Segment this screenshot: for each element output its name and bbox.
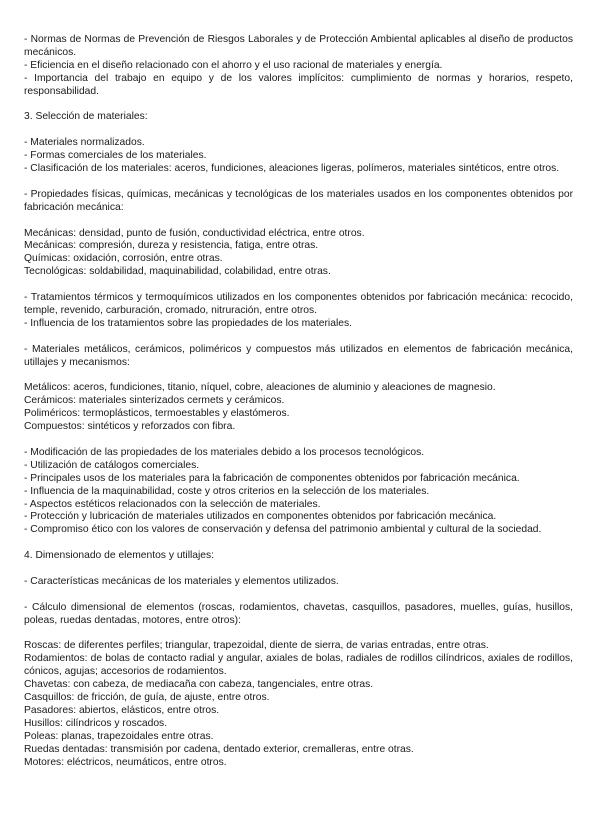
text-line: - Eficiencia en el diseño relacionado con el ahorro y el uso racional de materiales y energía.: [24, 59, 443, 71]
text-line: - Utilización de catálogos comerciales.: [24, 459, 200, 471]
text-line: Chavetas: con cabeza, de mediacaña con cabeza, tangenciales, entre otras.: [24, 679, 374, 691]
text-line: Ruedas dentadas: transmisión por cadena, dentado exterior, cremalleras, entre otras.: [24, 743, 414, 755]
text-line: Mecánicas: compresión, dureza y resistencia, fatiga, entre otras.: [24, 240, 319, 252]
text-line: Pasadores: abiertos, elásticos, entre otros.: [24, 704, 220, 716]
text-line: - Características mecánicas de los materiales y elementos utilizados.: [24, 575, 339, 587]
text-block-9: [24, 447, 573, 537]
text-line: Metálicos: aceros, fundiciones, titanio, níquel, cobre, aleaciones de aluminio y aleaciones de magnesio.: [24, 382, 496, 394]
text-block-7: [24, 344, 573, 370]
text-block-11: [24, 576, 573, 589]
text-block-1: [24, 34, 573, 99]
text-line: - Influencia de los tratamientos sobre las propiedades de los materiales.: [24, 317, 352, 329]
text-line: - Normas de Normas de Prevención de Riesgos Laborales y de Protección Ambiental aplicables al diseño de productos mecánicos.: [24, 34, 573, 58]
text-line: Poleas: planas, trapezoidales entre otras.: [24, 730, 214, 742]
text-line: Rodamientos: de bolas de contacto radial y angular, axiales de bolas, radiales de rodillos cilíndricos, axiales de rodillos, cónicos, agujas; accesorios de rodamientos.: [24, 653, 573, 678]
text-line: - Modificación de las propiedades de los materiales debido a los procesos tecnológicos.: [24, 446, 425, 458]
text-block-6: [24, 292, 573, 331]
text-line: - Aspectos estéticos relacionados con la selección de materiales.: [24, 498, 321, 510]
text-line: Compuestos: sintéticos y reforzados con fibra.: [24, 421, 236, 433]
text-line: Cerámicos: materiales sinterizados cermets y cerámicos.: [24, 395, 285, 407]
text-line: - Compromiso ético con los valores de conservación y defensa del patrimonio ambiental y cultural de la sociedad.: [24, 524, 542, 536]
text-line: - Materiales metálicos, cerámicos, poliméricos y compuestos más utilizados en elementos de fabricación mecánica, utillajes y mecanismos:: [24, 343, 573, 368]
text-block-5: [24, 228, 573, 280]
text-block-13: [24, 640, 573, 769]
text-block-4: [24, 189, 573, 215]
section-heading: 3. Selección de materiales:: [24, 111, 148, 123]
document-body: [24, 34, 573, 769]
text-line: - Propiedades físicas, químicas, mecánicas y tecnológicas de los materiales usados en los componentes obtenidos por fabricación mecánica:: [24, 188, 573, 213]
text-line: Casquillos: de fricción, de guía, de ajuste, entre otros.: [24, 692, 270, 704]
section-heading-4: [24, 550, 573, 563]
text-block-8: [24, 382, 573, 434]
text-line: Químicas: oxidación, corrosión, entre otras.: [24, 253, 223, 265]
text-line: - Importancia del trabajo en equipo y de los valores implícitos: cumplimiento de normas y horarios, respeto, responsabilidad.: [24, 72, 573, 97]
text-line: - Principales usos de los materiales para la fabricación de componentes obtenidos por fabricación mecánica.: [24, 472, 520, 484]
text-line: Tecnológicas: soldabilidad, maquinabilidad, colabilidad, entre otras.: [24, 266, 331, 278]
text-line: Motores: eléctricos, neumáticos, entre otros.: [24, 756, 227, 768]
text-line: - Tratamientos térmicos y termoquímicos utilizados en los componentes obtenidos por fabricación mecánica: recocido, temple, revenido, carburación, cromado, nitruración, entre otros.: [24, 292, 573, 316]
section-heading: 4. Dimensionado de elementos y utillajes:: [24, 550, 215, 562]
text-line: Poliméricos: termoplásticos, termoestables y elastómeros.: [24, 408, 290, 420]
text-line: - Formas comerciales de los materiales.: [24, 150, 207, 162]
text-line: - Cálculo dimensional de elementos (roscas, rodamientos, chavetas, casquillos, pasadores, muelles, guías, husillos, poleas, ruedas dentadas, motores, entre otros):: [24, 601, 573, 626]
section-heading-3: [24, 111, 573, 124]
text-line: - Materiales normalizados.: [24, 137, 145, 149]
text-block-3: [24, 137, 573, 176]
text-line: Husillos: cilíndricos y roscados.: [24, 717, 168, 729]
text-line: - Clasificación de los materiales: aceros, fundiciones, aleaciones ligeras, polímeros, materiales sintéticos, entre otros.: [24, 163, 560, 175]
text-line: Mecánicas: densidad, punto de fusión, conductividad eléctrica, entre otros.: [24, 227, 365, 239]
text-line: - Influencia de la maquinabilidad, coste y otros criterios en la selección de los materiales.: [24, 485, 430, 497]
text-line: - Protección y lubricación de materiales utilizados en componentes obtenidos por fabricación mecánica.: [24, 511, 497, 523]
text-line: Roscas: de diferentes perfiles; triangular, trapezoidal, diente de sierra, de varias entradas, entre otras.: [24, 640, 489, 652]
text-block-12: [24, 602, 573, 628]
